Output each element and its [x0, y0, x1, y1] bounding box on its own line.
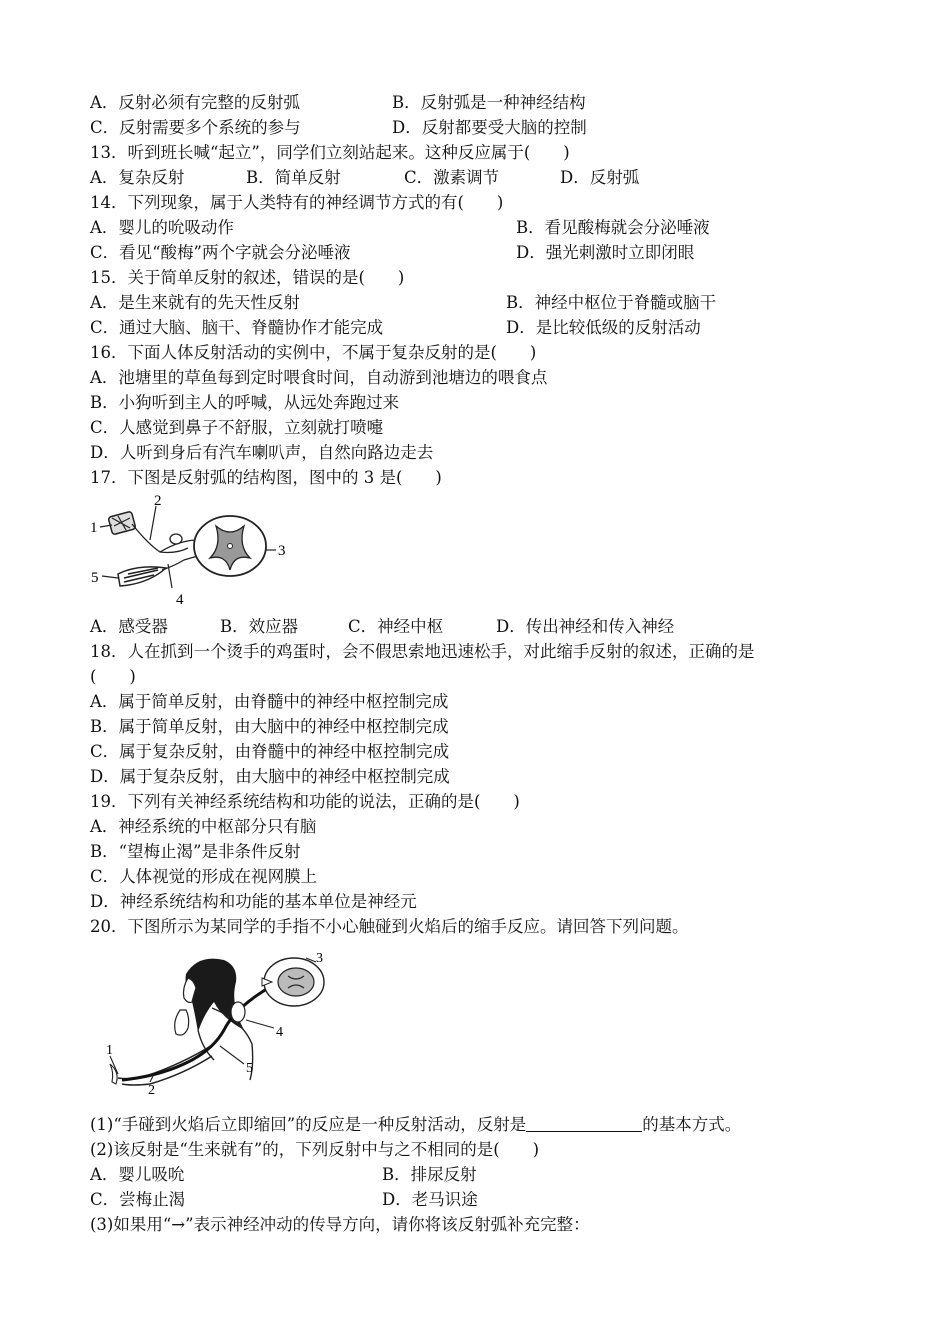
q18-option-c: C．属于复杂反射，由脊髓中的神经中枢控制完成 [90, 742, 450, 761]
q20-part2-stem: (2)该反射是“生来就有”的，下列反射中与之不相同的是( ) [90, 1140, 540, 1159]
q19-stem: 19．下列有关神经系统结构和功能的说法，正确的是( ) [90, 792, 520, 811]
q17-option-d: D．传出神经和传入神经 [496, 617, 675, 636]
q17-option-c: C．神经中枢 [348, 617, 444, 636]
q13-option-c: C．激素调节 [404, 168, 500, 187]
q20-part1-blank[interactable] [526, 1115, 642, 1132]
q18-option-b: B．属于简单反射，由大脑中的神经中枢控制完成 [90, 717, 449, 736]
q12-option-c: C．反射需要多个系统的参与 [90, 118, 301, 137]
fig17-label-1: 1 [90, 520, 98, 536]
q20-stem: 20．下图所示为某同学的手指不小心触碰到火焰后的缩手反应。请回答下列问题。 [90, 917, 689, 936]
q12-option-b: B．反射弧是一种神经结构 [392, 93, 586, 112]
fig17-label-3: 3 [278, 543, 286, 559]
q18-stem-cont: ( ) [90, 667, 136, 686]
receptor-drawing [108, 511, 136, 535]
fig17-label-2: 2 [154, 494, 162, 509]
q14-stem: 14．下列现象，属于人类特有的神经调节方式的有( ) [90, 193, 504, 212]
q17-stem: 17．下图是反射弧的结构图，图中的 3 是( ) [90, 468, 442, 487]
q20-option-c: C．尝梅止渴 [90, 1190, 186, 1209]
q15-option-a: A．是生来就有的先天性反射 [90, 293, 300, 312]
fig20-label-4: 4 [276, 1025, 283, 1040]
q15-option-d: D．是比较低级的反射活动 [506, 318, 701, 337]
q14-option-d: D．强光刺激时立即闭眼 [516, 243, 695, 262]
q17-option-b: B．效应器 [220, 617, 299, 636]
q13-stem: 13．听到班长喊“起立”，同学们立刻站起来。这种反应属于( ) [90, 143, 570, 162]
reflex-arc-figure [88, 494, 288, 608]
q14-option-c: C．看见“酸梅”两个字就会分泌唾液 [90, 243, 351, 262]
q19-option-d: D．神经系统结构和功能的基本单位是神经元 [90, 892, 417, 911]
q15-stem: 15．关于简单反射的叙述，错误的是( ) [90, 268, 405, 287]
q13-option-a: A．复杂反射 [90, 168, 185, 187]
q19-option-c: C．人体视觉的形成在视网膜上 [90, 867, 318, 886]
spinal-cord-drawing [194, 516, 266, 576]
q20-part1-after: 的基本方式。 [642, 1115, 742, 1134]
finger-flame-reflex-figure [102, 948, 334, 1094]
q20-part3-stem: (3)如果用“→”表示神经冲动的传导方向，请你将该反射弧补充完整： [90, 1215, 590, 1234]
q18-stem: 18．人在抓到一个烫手的鸡蛋时，会不假思索地迅速松手，对此缩手反射的叙述，正确的是 [90, 642, 755, 661]
q15-option-c: C．通过大脑、脑干、脊髓协作才能完成 [90, 318, 384, 337]
q20-option-d: D．老马识途 [382, 1190, 478, 1209]
fig20-label-1: 1 [106, 1043, 113, 1058]
fig20-label-2: 2 [148, 1083, 155, 1094]
fig20-label-3: 3 [316, 951, 323, 966]
q19-option-b: B．“望梅止渴”是非条件反射 [90, 842, 301, 861]
spinal-cord-magnified-drawing [262, 958, 324, 1006]
q16-option-d: D．人听到身后有汽车喇叭声，自然向路边走去 [90, 443, 434, 462]
q20-part1-before: (1)“手碰到火焰后立即缩回”的反应是一种反射活动，反射是 [90, 1115, 527, 1134]
q16-option-c: C．人感觉到鼻子不舒服，立刻就打喷嚏 [90, 418, 384, 437]
q16-stem: 16．下面人体反射活动的实例中，不属于复杂反射的是( ) [90, 343, 537, 362]
q13-option-b: B．简单反射 [246, 168, 341, 187]
effector-drawing [118, 567, 166, 586]
fig17-label-5: 5 [91, 570, 99, 586]
fig20-label-5: 5 [246, 1061, 253, 1076]
q20-part1 [90, 1114, 741, 1136]
q16-option-a: A．池塘里的草鱼每到定时喂食时间，自动游到池塘边的喂食点 [90, 368, 548, 387]
q12-option-d: D．反射都要受大脑的控制 [392, 118, 587, 137]
q20-option-a: A．婴儿吸吮 [90, 1165, 185, 1184]
q18-option-a: A．属于简单反射，由脊髓中的神经中枢控制完成 [90, 692, 449, 711]
fig17-label-4: 4 [176, 592, 184, 608]
flame-drawing [110, 1064, 117, 1084]
q14-option-a: A．婴儿的吮吸动作 [90, 218, 234, 237]
q16-option-b: B．小狗听到主人的呼喊，从远处奔跑过来 [90, 393, 400, 412]
q17-option-a: A．感受器 [90, 617, 168, 636]
q12-option-a: A．反射必须有完整的反射弧 [90, 93, 300, 112]
q18-option-d: D．属于复杂反射，由大脑中的神经中枢控制完成 [90, 767, 450, 786]
q15-option-b: B．神经中枢位于脊髓或脑干 [506, 293, 717, 312]
q19-option-a: A．神经系统的中枢部分只有脑 [90, 817, 317, 836]
q14-option-b: B．看见酸梅就会分泌唾液 [516, 218, 710, 237]
q20-option-b: B．排尿反射 [382, 1165, 477, 1184]
q13-option-d: D．反射弧 [560, 168, 640, 187]
